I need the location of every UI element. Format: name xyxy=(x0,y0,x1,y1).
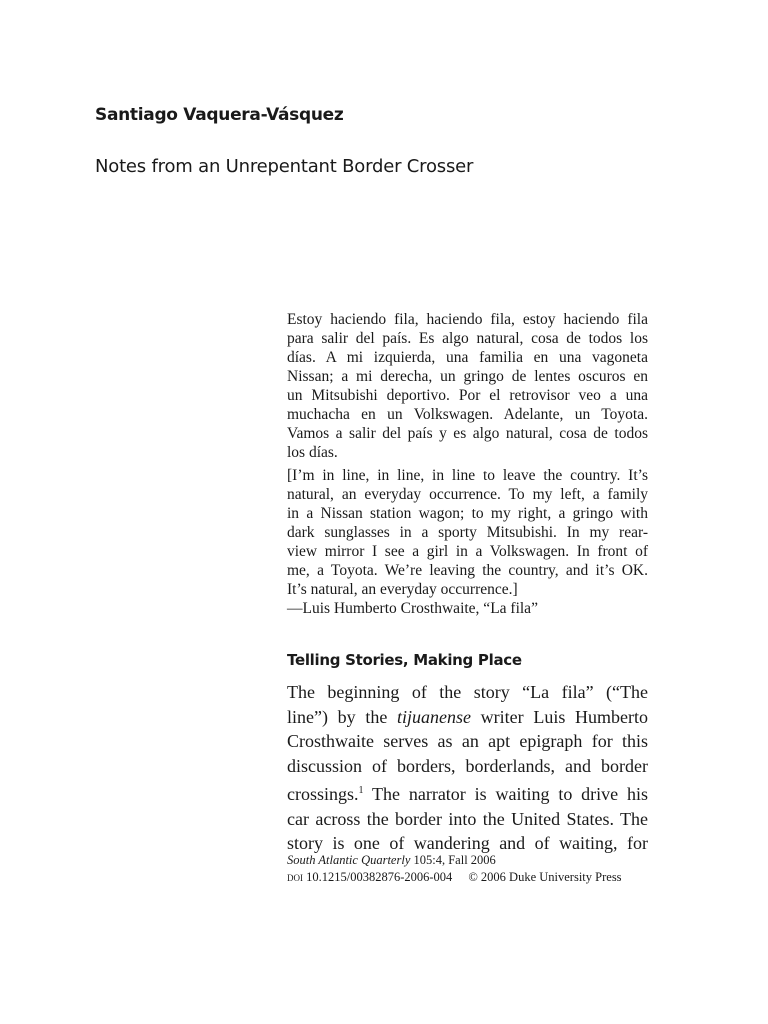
epigraph-line: días. A mi izquierda, una familia en una vagoneta xyxy=(287,349,648,366)
epigraph-line: view mirror I see a girl in a Volkswagen. In front of xyxy=(287,543,648,560)
epigraph-attribution: —Luis Humberto Crosthwaite, “La fila” xyxy=(287,600,538,617)
epigraph-line: in a Nissan station wagon; to my right, a gringo with xyxy=(287,505,648,522)
epigraph-line: Nissan; a mi derecha, un gringo de lentes oscuros en xyxy=(287,368,648,385)
footnote-ref[interactable]: 1 xyxy=(358,784,364,796)
epigraph-line: para salir del país. Es algo natural, cosa de todos los xyxy=(287,330,648,347)
doi: 10.1215/00382876-2006-004 xyxy=(303,870,453,884)
body-line: discussion of borders, borderlands, and border xyxy=(287,756,648,777)
epigraph-line: me, a Toyota. We’re leaving the country, and it’s OK. xyxy=(287,562,648,579)
epigraph-spanish xyxy=(287,310,648,462)
doi-label: doi xyxy=(287,870,303,884)
epigraph-line: natural, an everyday occurrence. To my left, a family xyxy=(287,486,648,503)
body-line: line”) by the tijuanense writer Luis Humberto xyxy=(287,706,648,727)
body-line: car across the border into the United States. The xyxy=(287,808,648,829)
journal-footer xyxy=(287,852,622,886)
epigraph xyxy=(287,310,648,618)
epigraph-line: It’s natural, an everyday occurrence.] xyxy=(287,581,518,598)
epigraph-english xyxy=(287,466,648,599)
author-name: Santiago Vaquera-Vásquez xyxy=(95,105,344,125)
epigraph-line: [I’m in line, in line, in line to leave the country. It’s xyxy=(287,467,648,484)
body-text xyxy=(287,680,648,856)
epigraph-line: Vamos a salir del país y es algo natural, cosa de todos xyxy=(287,425,648,442)
epigraph-line: muchacha en un Volkswagen. Adelante, un Toyota. xyxy=(287,406,648,423)
epigraph-line: los días. xyxy=(287,444,338,461)
epigraph-line: dark sunglasses in a sporty Mitsubishi. In my rear- xyxy=(287,524,648,541)
journal-issue: 105:4, Fall 2006 xyxy=(410,853,496,867)
epigraph-line: Estoy haciendo fila, haciendo fila, estoy haciendo fila xyxy=(287,311,648,328)
journal-name: South Atlantic Quarterly xyxy=(287,853,411,867)
body-line: crossings.$^1$ The narrator is waiting to drive his xyxy=(287,783,648,804)
body-line: Crosthwaite serves as an apt epigraph for this xyxy=(287,731,648,752)
article-title: Notes from an Unrepentant Border Crosser xyxy=(95,156,474,177)
epigraph-line: un Mitsubishi deportivo. Por el retrovisor veo a una xyxy=(287,387,648,404)
body-line: story is one of wandering and of waiting, for xyxy=(287,833,648,854)
copyright: © 2006 Duke University Press xyxy=(468,870,622,884)
body-line: The beginning of the story “La fila” (“The xyxy=(287,682,648,702)
section-heading: Telling Stories, Making Place xyxy=(287,651,522,669)
